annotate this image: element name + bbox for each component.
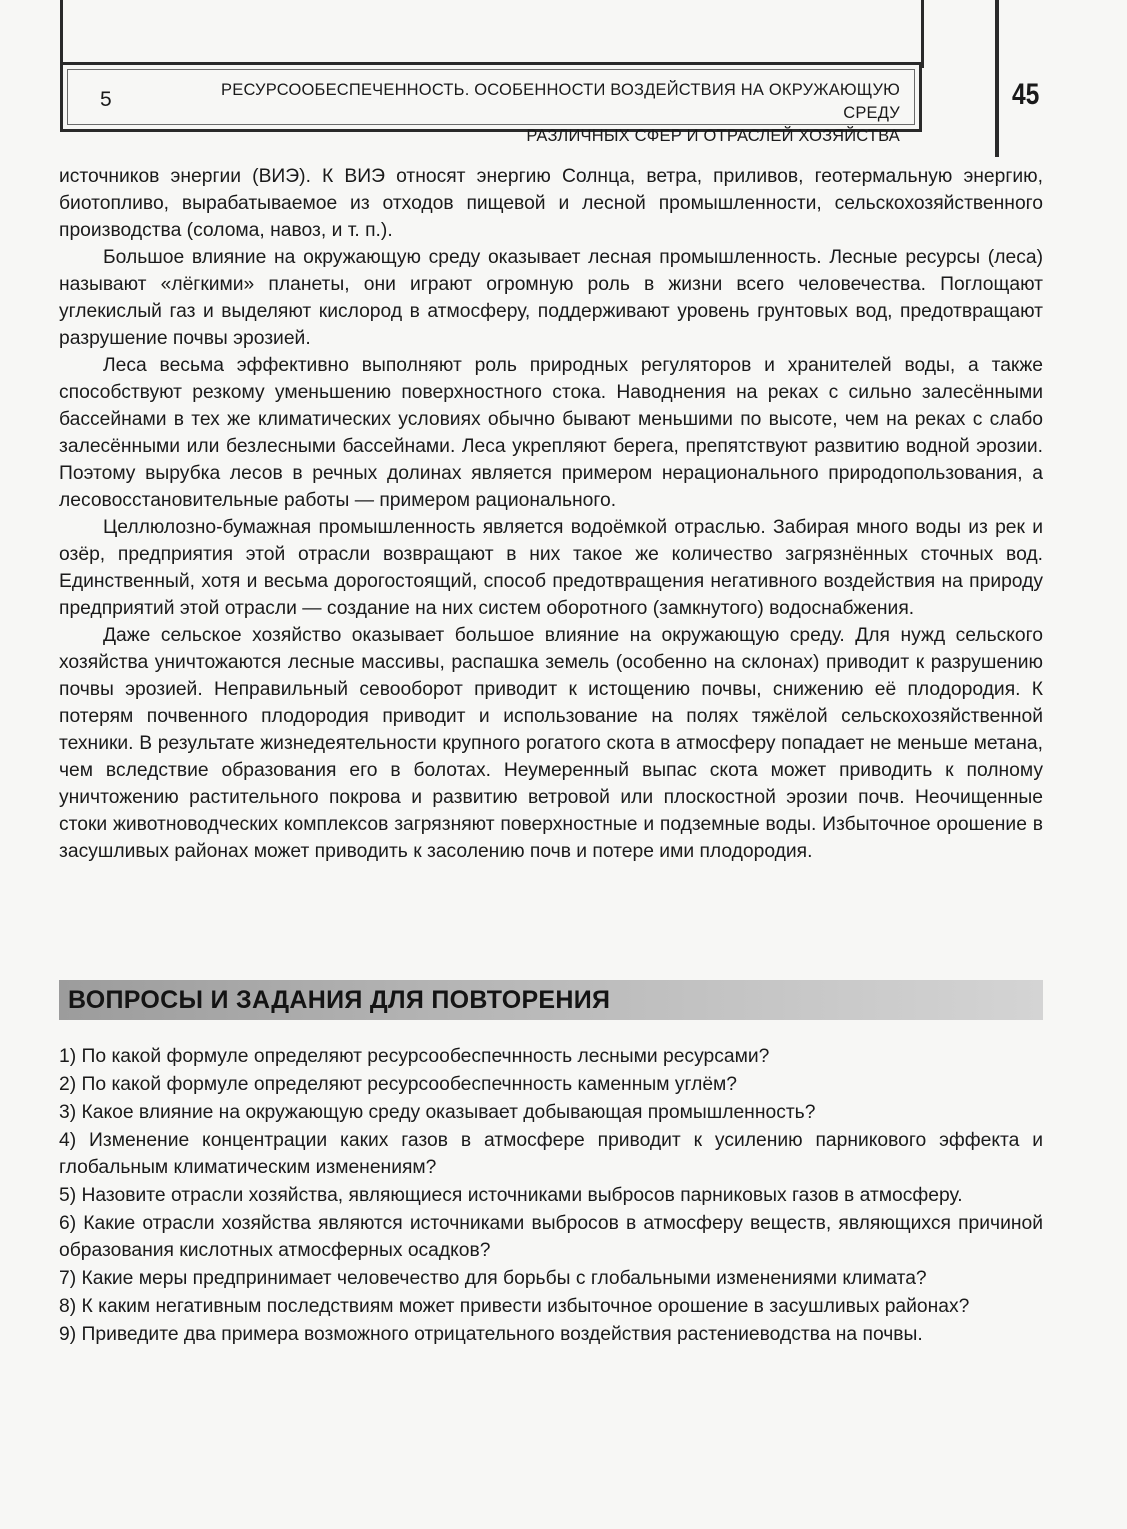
question-item: 7) Какие меры предпринимает человечество для борьбы с глобальными изменениями климата? [59, 1268, 927, 1289]
header-title-line2: РАЗЛИЧНЫХ СФЕР И ОТРАСЛЕЙ ХОЗЯЙСТВА [526, 127, 900, 145]
header-title-line1: РЕСУРСООБЕСПЕЧЕННОСТЬ. ОСОБЕННОСТИ ВОЗДЕЙСТВИЯ НА ОКРУЖАЮЩУЮ СРЕДУ [221, 81, 900, 122]
paragraph: Целлюлозно-бумажная промышленность является водоёмкой отраслью. Забирая много воды из рек и озёр, предприятия этой отрасли возвращают в них такое же количество загрязнённых сточных вод. Единственный, хотя и весьма дорогостоящий, способ предотвращения негативного воздействия на природу предприятий этой отрасли — создание на них систем оборотного (замкнутого) водоснабжения. [59, 517, 1043, 619]
running-header-title [170, 79, 900, 148]
paragraph: Леса весьма эффективно выполняют роль природных регуляторов и хранителей воды, а также способствуют резкому уменьшению поверхностного стока. Наводнения на реках с сильно залесёнными бассейнами в тех же климатических условиях обычно бывают меньшими по высоте, чем на реках с слабо залесёнными или безлесными бассейнами. Леса укрепляют берега, препятствуют развитию водной эрозии. Поэтому вырубка лесов в речных долинах является примером нерационального природопользования, а лесовосстановительные работы — примером рационального. [59, 355, 1043, 511]
paragraph: Большое влияние на окружающую среду оказывает лесная промышленность. Лесные ресурсы (леса) называют «лёгкими» планеты, они играют огромную роль в жизни всего человечества. Поглощают углекислый газ и выделяют кислород в атмосферу, поддерживают уровень грунтовых вод, предотвращают разрушение почвы эрозией. [59, 247, 1043, 349]
question-item: 8) К каким негативным последствиям может привести избыточное орошение в засушливых районах? [59, 1296, 970, 1317]
question-item: 2) По какой формуле определяют ресурсообеспечнность каменным углём? [59, 1074, 738, 1095]
paragraph: Даже сельское хозяйство оказывает большое влияние на окружающую среду. Для нужд сельского хозяйства уничтожаются лесные массивы, распашка земель (особенно на склонах) приводит к разрушению почвы эрозией. Неправильный севооборот приводит к истощению почвы, снижению её плодородия. К потерям почвенного плодородия приводит и использование на полях тяжёлой сельскохозяйственной техники. В результате жизнедеятельности крупного рогатого скота в атмосферу попадает не меньше метана, чем вследствие образования его в болотах. Неумеренный выпас скота может приводить к полному уничтожению растительного покрова и развитию ветровой или плоскостной эрозии почв. Неочищенные стоки животноводческих комплексов загрязняют поверхностные и подземные воды. Избыточное орошение в засушливых районах может приводить к засолению почв и потере ими плодородия. [59, 625, 1043, 862]
question-item: 6) Какие отрасли хозяйства являются источниками выбросов в атмосферу веществ, являющихся причиной образования кислотных атмосферных осадков? [59, 1213, 1043, 1261]
section-heading: ВОПРОСЫ И ЗАДАНИЯ ДЛЯ ПОВТОРЕНИЯ [68, 986, 611, 1014]
frame-line-left [60, 0, 63, 68]
question-item: 1) По какой формуле определяют ресурсообеспечнность лесными ресурсами? [59, 1046, 770, 1067]
question-item: 4) Изменение концентрации каких газов в атмосфере приводит к усилению парникового эффекта и глобальным климатическим изменениям? [59, 1130, 1043, 1178]
page-number: 45 [1012, 78, 1040, 111]
question-item: 5) Назовите отрасли хозяйства, являющиеся источниками выбросов парниковых газов в атмосферу. [59, 1185, 963, 1206]
question-item: 9) Приведите два примера возможного отрицательного воздействия растениеводства на почвы. [59, 1324, 923, 1345]
main-text [59, 163, 1043, 865]
frame-line-right [995, 0, 999, 157]
chapter-number: 5 [100, 88, 112, 111]
question-item: 3) Какое влияние на окружающую среду оказывает добывающая промышленность? [59, 1102, 816, 1123]
frame-line-mid [921, 0, 924, 68]
questions-list [59, 1043, 1043, 1349]
paragraph: источников энергии (ВИЭ). К ВИЭ относят энергию Солнца, ветра, приливов, геотермальную энергию, биотопливо, вырабатываемое из отходов пищевой и лесной промышленности, сельскохозяйственного производства (солома, навоз, и т. п.). [59, 166, 1043, 241]
